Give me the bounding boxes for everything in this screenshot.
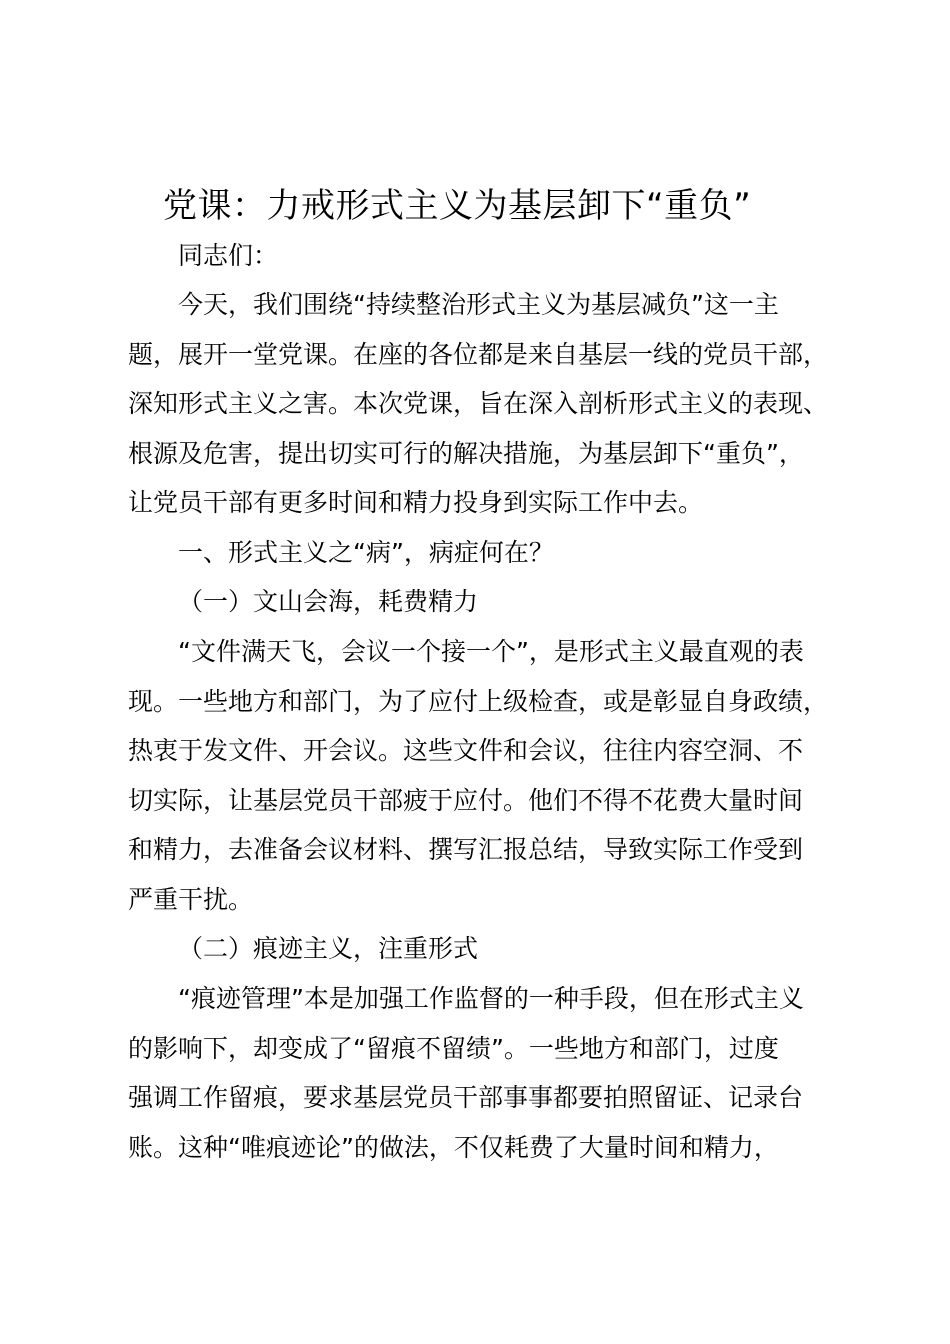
paragraph-line: 根源及危害，提出切实可行的解决措施，为基层卸下“重负”，: [128, 439, 804, 468]
salutation: 同志们：: [178, 241, 279, 270]
paragraph-line: 热衷于发文件、开会议。这些文件和会议，往往内容空洞、不: [128, 736, 804, 765]
paragraph-line: 和精力，去准备会议材料、撰写汇报总结，导致实际工作受到: [128, 835, 804, 864]
subsection-heading: （一）文山会海，耗费精力: [178, 587, 479, 616]
paragraph-line: 让党员干部有更多时间和精力投身到实际工作中去。: [128, 488, 704, 517]
paragraph-line: “痕迹管理”本是加强工作监督的一种手段，但在形式主义: [178, 984, 804, 1013]
paragraph-line: “文件满天飞，会议一个接一个”，是形式主义最直观的表: [178, 637, 804, 666]
subsection-heading: （二）痕迹主义，注重形式: [178, 934, 479, 963]
paragraph-line: 账。这种“唯痕迹论”的做法，不仅耗费了大量时间和精力，: [128, 1133, 779, 1162]
paragraph-line: 严重干扰。: [128, 885, 254, 914]
paragraph-line: 的影响下，却变成了“留痕不留绩”。一些地方和部门，过度: [128, 1034, 779, 1063]
paragraph-line: 今天，我们围绕“持续整治形式主义为基层减负”这一主: [178, 290, 779, 319]
paragraph-line: 现。一些地方和部门，为了应付上级检查，或是彰显自身政绩，: [128, 687, 829, 716]
document-title: 党课：力戒形式主义为基层卸下“重负”: [163, 186, 752, 226]
paragraph-line: 题，展开一堂党课。在座的各位都是来自基层一线的党员干部，: [128, 340, 829, 369]
paragraph-line: 强调工作留痕，要求基层党员干部事事都要拍照留证、记录台: [128, 1083, 804, 1112]
section-heading: 一、形式主义之“病”，病症何在？: [178, 538, 554, 567]
paragraph-line: 深知形式主义之害。本次党课，旨在深入剖析形式主义的表现、: [128, 389, 829, 418]
paragraph-line: 切实际，让基层党员干部疲于应付。他们不得不花费大量时间: [128, 786, 804, 815]
